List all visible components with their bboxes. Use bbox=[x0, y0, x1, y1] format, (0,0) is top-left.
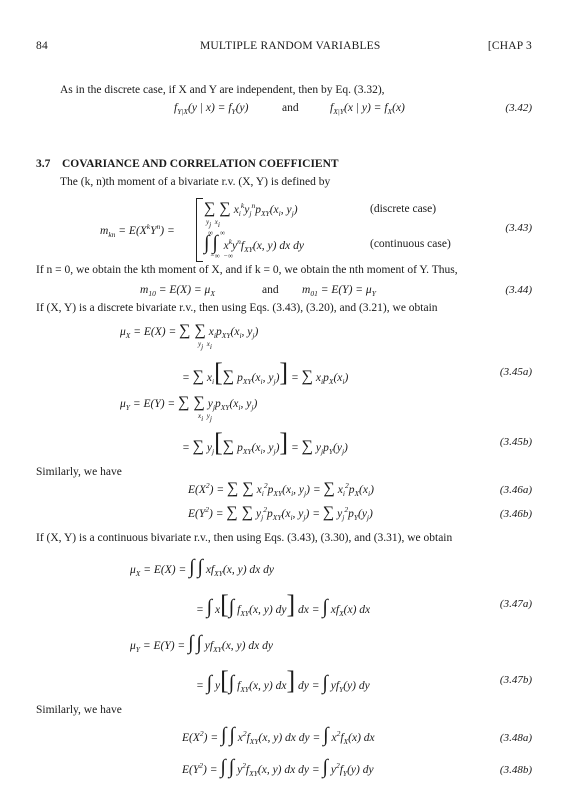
page-number: 84 bbox=[36, 40, 48, 52]
eq-3-48b-number: (3.48b) bbox=[499, 764, 532, 776]
eq-3-43-discrete-label: (discrete case) bbox=[370, 203, 437, 215]
eq-3-45-line3: $\mu_Y = E(Y)$ = ∑ ∑ $y_jp_{XY}(x_i$, $y_j$) bbox=[120, 394, 258, 412]
eq-3-43-int-lower: −∞ −∞ bbox=[210, 252, 233, 260]
eq-3-44-right: $m_{01} = E(Y) = \mu_Y$ bbox=[302, 284, 376, 298]
paragraph-3: If n = 0, we obtain the kth moment of X, and if k = 0, we obtain the nth moment of Y. Thus, bbox=[36, 264, 458, 276]
eq-3-45-line2: = ∑ $x_i[\sum$ $p_{XY}(x_i$, $y_j$)] = ∑ $x_ip_X(x_i)$ bbox=[182, 358, 349, 387]
paragraph-6: If (X, Y) is a continuous bivariate r.v., then using Eqs. (3.43), (3.30), and (3.31), we obtain bbox=[36, 532, 453, 544]
eq-3-43-int-upper: ∞ ∞ bbox=[208, 229, 225, 237]
chapter-label: [CHAP 3 bbox=[487, 40, 532, 52]
eq-3-47-line2: = ∫ x[∫ $f_{XY}(x$, y) dy] dx = ∫ $xf_X(x)$ dx bbox=[196, 590, 371, 619]
eq-3-42-and: and bbox=[282, 102, 299, 114]
eq-3-44-number: (3.44) bbox=[505, 284, 532, 296]
eq-3-45-line4: = ∑ $y_j[\sum$ $p_{XY}(x_i$, $y_j$)] = ∑ $y_jp_Y(y_j)$ bbox=[182, 428, 348, 457]
section-number: 3.7 bbox=[36, 158, 51, 170]
eq-3-43-discrete: ∑ ∑ $x_i^ky_j^np_{XY}(x_i$, $y_j$) bbox=[204, 200, 298, 218]
eq-3-44-left: $m_{10} = E(X) = \mu_X$ bbox=[140, 284, 215, 298]
paragraph-5: Similarly, we have bbox=[36, 466, 122, 478]
eq-3-45b-number: (3.45b) bbox=[499, 436, 532, 448]
paragraph-4: If (X, Y) is a discrete bivariate r.v., then using Eqs. (3.43), (3.20), and (3.21), we obtain bbox=[36, 302, 438, 314]
eq-3-46a-number: (3.46a) bbox=[499, 484, 532, 496]
eq-3-45a-number: (3.45a) bbox=[499, 366, 532, 378]
eq-3-45-line1-limits: yj xi bbox=[198, 340, 212, 351]
eq-3-43-continuous: ∫ ∫ $x^ky^nf_{XY}(x$, y) dx dy bbox=[204, 232, 304, 254]
eq-3-47a-number: (3.47a) bbox=[499, 598, 532, 610]
paragraph-2: The (k, n)th moment of a bivariate r.v. (X, Y) is defined by bbox=[60, 176, 331, 188]
eq-3-43-lhs: $m_{kn} = E(X^kY^n)$ = bbox=[100, 222, 175, 239]
eq-3-48a-number: (3.48a) bbox=[499, 732, 532, 744]
eq-3-44-and: and bbox=[262, 284, 279, 296]
eq-3-47b-number: (3.47b) bbox=[499, 674, 532, 686]
eq-3-43-sum-limits: yj xi bbox=[206, 218, 220, 229]
eq-3-47-line1: $\mu_X = E(X)$ = ∫ ∫ $xf_{XY}(x$, y) dx dy bbox=[130, 556, 274, 578]
eq-3-48b: $E(Y^2)$ = ∫ ∫ $y^2f_{XY}(x$, y) dx dy = ∫ $y^2f_Y(y)$ dy bbox=[182, 756, 374, 778]
running-title: MULTIPLE RANDOM VARIABLES bbox=[200, 40, 381, 52]
paragraph-7: Similarly, we have bbox=[36, 704, 122, 716]
eq-3-42-lhs: $f_{Y|X}(y$ | $x) = f_Y(y)$ bbox=[174, 102, 249, 116]
eq-3-43-brace bbox=[196, 198, 203, 262]
eq-3-45-line1: $\mu_X = E(X)$ = ∑ ∑ $x_ip_{XY}(x_i$, $y_j$) bbox=[120, 322, 259, 340]
eq-3-42-number: (3.42) bbox=[505, 102, 532, 114]
eq-3-47-line4: = ∫ y[∫ $f_{XY}(x$, y) dx] dy = ∫ $yf_Y(y)$ dy bbox=[196, 666, 370, 695]
eq-3-47-line3: $\mu_Y = E(Y)$ = ∫ ∫ $yf_{XY}(x$, y) dx dy bbox=[130, 632, 273, 654]
eq-3-43-continuous-label: (continuous case) bbox=[370, 238, 451, 250]
eq-3-46a: $E(X^2)$ = ∑ ∑ $x_i^2p_{XY}(x_i$, $y_j$) = ∑ $x_i^2p_X(x_i)$ bbox=[188, 480, 374, 498]
section-title: COVARIANCE AND CORRELATION COEFFICIENT bbox=[62, 158, 339, 170]
eq-3-45-line3-limits: xi yj bbox=[198, 412, 212, 423]
eq-3-42-rhs: $f_{X|Y}(x$ | $y) = f_X(x)$ bbox=[330, 102, 405, 116]
paragraph-1: As in the discrete case, if X and Y are independent, then by Eq. (3.32), bbox=[60, 84, 385, 96]
eq-3-48a: $E(X^2)$ = ∫ ∫ $x^2f_{XY}(x$, y) dx dy = ∫ $x^2f_X(x)$ dx bbox=[182, 724, 375, 746]
eq-3-46b-number: (3.46b) bbox=[499, 508, 532, 520]
eq-3-43-number: (3.43) bbox=[505, 222, 532, 234]
eq-3-46b: $E(Y^2)$ = ∑ ∑ $y_j^2p_{XY}(x_i$, $y_j$) = ∑ $y_j^2p_Y(y_j)$ bbox=[188, 504, 373, 522]
